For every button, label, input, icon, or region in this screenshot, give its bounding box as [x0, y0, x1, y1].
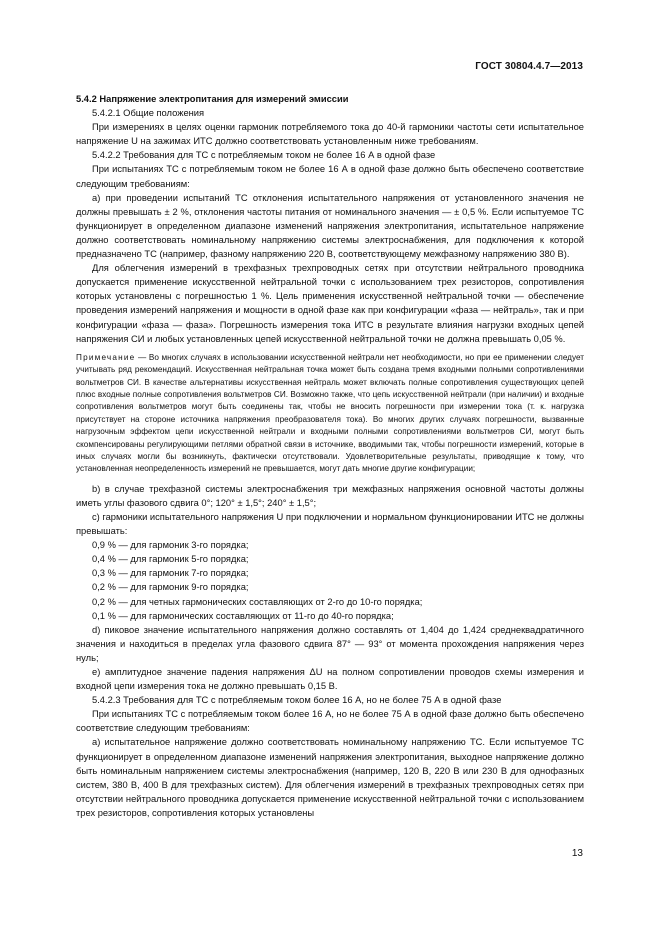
list-item: 0,4 % — для гармоник 5-го порядка; [92, 554, 249, 565]
item-c: с) гармоники испытательного напряжения U при подключении и нормальном функционировании ИТС не должны превышать: [76, 511, 584, 537]
page-number: 13 [571, 848, 583, 859]
item-e: е) амплитудное значение падения напряжения ΔU на полном сопротивлении проводов схемы измерения и входной цепи измерения тока не должно превышать 0,15 В. [76, 666, 584, 692]
subsection-5-4-2-3: 5.4.2.3 Требования для ТС с потребляемым током более 16 А, но не более 75 А в одной фазе [92, 695, 502, 706]
list-item: 0,9 % — для гармоник 3-го порядка; [92, 540, 249, 551]
note [76, 352, 584, 476]
standard-code: ГОСТ 30804.4.7—2013 [475, 61, 583, 72]
body-text [76, 92, 584, 820]
item-a: а) при проведении испытаний ТС отклонения испытательного напряжения от установленного значения не должны превышать ± 2 %, отклонения частоты питания от номинального значения — ± 0,5 %. Если испытуемое ТС функционирует в определенном диапазоне изменений напряжения электропитания, испытательное напряжение должно соответствовать номинальному напряжению системы электроснабжения, для подключения к которой предназначено ТС (например, фазному напряжению 220 В, соответствующему межфазному напряжению 380 В). [76, 192, 584, 260]
list-item: 0,2 % — для гармоник 9-го порядка; [92, 582, 249, 593]
paragraph: При измерениях в целях оценки гармоник потребляемого тока до 40-й гармоники частоты сети испытательное напряжение U на зажимах ИТС должно соответствовать установленным ниже требованиям. [76, 122, 584, 147]
item-a-2: а) испытательное напряжение должно соответствовать номинальному напряжению ТС. Если испытуемое ТС функционирует в определенном диапазоне изменений напряжения электропитания, выходное напряжение должно быть номинальным напряжением системы электроснабжения (например, 120 В, 220 В или 230 В для однофазных систем, 380 В, 400 В для трехфазных систем). Для облегчения измерений в трехфазных трехпроводных сетях при отсутствии нейтрального проводника допускается применение искусственной нейтральной точки с использованием трех резисторов, сопротивления которых установлены [76, 737, 584, 818]
subsection-5-4-2-2: 5.4.2.2 Требования для ТС с потребляемым током не более 16 А в одной фазе [92, 150, 436, 161]
harmonics-list [76, 538, 584, 623]
section-heading: 5.4.2 Напряжение электропитания для измерений эмиссии [76, 94, 349, 104]
list-item: 0,1 % — для гармонических составляющих от 11-го до 40-го порядка; [92, 610, 394, 621]
paragraph: При испытаниях ТС с потребляемым током не более 16 А в одной фазе должно быть обеспечено соответствие следующим требованиям: [76, 164, 584, 189]
item-b: b) в случае трехфазной системы электроснабжения три межфазных напряжения основной частоты должны иметь углы фазового сдвига 0°; 120° ± 1,5°; 240° ± 1,5°; [76, 483, 584, 508]
note-text: — Во многих случаях в использовании искусственной нейтрали нет необходимости, но при ее применении следует учитывать ряд рекомендаций. Искусственная нейтральная точка может быть создана тремя входными полными сопротивлениями вольтметров СИ. В качестве альтернативы искусственная нейтраль может включать полные сопротивления существующих цепей плюс входные полные сопротивления вольтметров СИ. Возможно также, что цепь искусственной нейтрали (при наличии) и входные сопротивления вольтметров могут быть соединены так, чтобы не вносить погрешности при измерении тока (т. к. нагрузка присутствует на стороне источника напряжения преобразователя тока). Во многих других случаях погрешности, вызванные нагрузочным эффектом цепи искусственной нейтрали и входными полными сопротивлениями вольтметров СИ, могут быть скомпенсированы регулирующими петлями обратной связи в источнике, вводимыми так, чтобы погрешности измерений, которые в иных случаях могли бы возникнуть, фактически отсутствовали. Удовлетворительные результаты, приводящие к тому, что установленная неопределенность измерений не превышается, могут дать многие другие конфигурации; [76, 352, 584, 474]
paragraph: Для облегчения измерений в трехфазных трехпроводных сетях при отсутствии нейтрального проводника допускается применение искусственной нейтральной точки с использованием трех резисторов, сопротивления которых установлены с погрешностью 1 %. Цель применения искусственной нейтральной точки — обеспечение проведения измерений напряжения и мощности в одной фазе как при конфигурации «фаза — нейтраль», так и при конфигурации «фаза — фаза». Погрешность измерения тока ИТС в результате влияния нагрузки входных цепей напряжения СИ и любых установленных цепей искусственной нейтральной точки не должна превышать 0,05 %. [76, 263, 584, 344]
subsection-5-4-2-1: 5.4.2.1 Общие положения [92, 108, 205, 119]
paragraph: При испытаниях ТС с потребляемым током более 16 А, но не более 75 А в одной фазе должно быть обеспечено соответствие следующим требованиям: [76, 709, 584, 734]
note-label: Примечание [76, 352, 136, 362]
list-item: 0,3 % — для гармоник 7-го порядка; [92, 568, 249, 579]
list-item: 0,2 % — для четных гармонических составляющих от 2-го до 10-го порядка; [92, 596, 423, 607]
item-d: d) пиковое значение испытательного напряжения должно составлять от 1,404 до 1,424 среднеквадратичного значения и находиться в пределах угла фазового сдвига 87° — 93° от момента прохождения напряжения через нуль; [76, 624, 584, 663]
